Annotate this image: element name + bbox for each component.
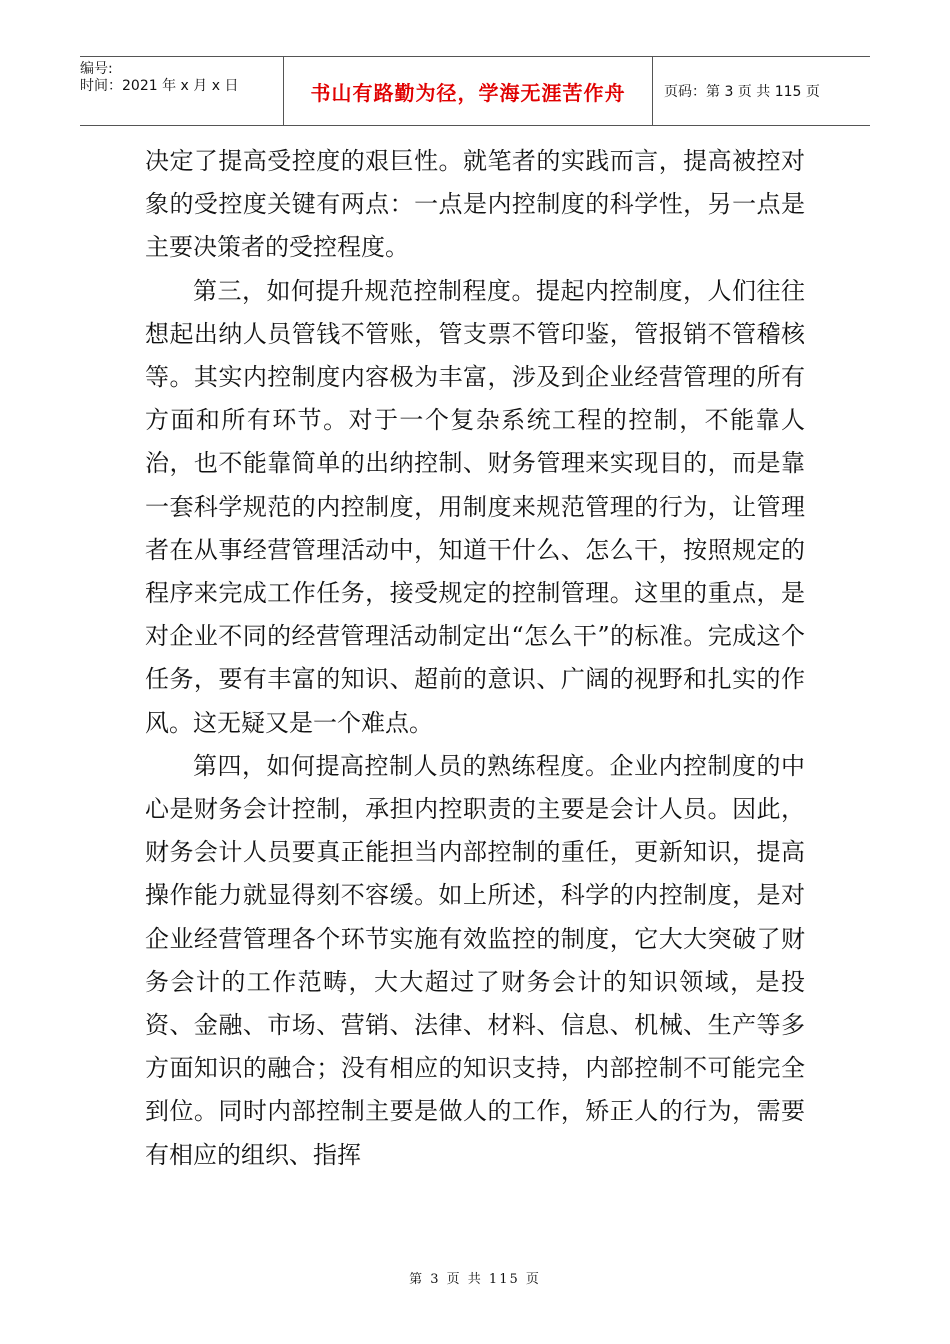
paragraph: 第四，如何提高控制人员的熟练程度。企业内控制度的中心是财务会计控制，承担内控职责的主要是会计人员。因此，财务会计人员要真正能担当内部控制的重任，更新知识，提高操作能力就显得刻不容缓。如上所述，科学的内控制度，是对企业经营管理各个环节实施有效监控的制度，它大大突破了财务会计的工作范畴，大大超过了财务会计的知识领域，是投资、金融、市场、营销、法律、材料、信息、机械、生产等多方面知识的融合；没有相应的知识支持，内部控制不可能完全到位。同时内部控制主要是做人的工作，矫正人的行为，需要有相应的组织、指挥 <box>145 751 805 1169</box>
header-motto: 书山有路勤为径，学海无涯苦作舟 <box>283 57 653 125</box>
document-body <box>145 140 805 1177</box>
page-footer: 第 3 页 共 115 页 <box>409 1272 541 1287</box>
document-time-label: 时间：2021 年 x 月 x 日 <box>80 78 239 94</box>
paragraph: 第三，如何提升规范控制程度。提起内控制度，人们往往想起出纳人员管钱不管账，管支票不管印鉴，管报销不管稽核等。其实内控制度内容极为丰富，涉及到企业经营管理的所有方面和所有环节。对于一个复杂系统工程的控制，不能靠人治，也不能靠简单的出纳控制、财务管理来实现目的，而是靠一套科学规范的内控制度，用制度来规范管理的行为，让管理者在从事经营管理活动中，知道干什么、怎么干，按照规定的程序来完成工作任务，接受规定的控制管理。这里的重点，是对企业不同的经营管理活动制定出“怎么干”的标准。完成这个任务，要有丰富的知识、超前的意识、广阔的视野和扎实的作风。这无疑又是一个难点。 <box>145 276 805 737</box>
header-meta <box>80 57 280 129</box>
paragraph: 决定了提高受控度的艰巨性。就笔者的实践而言，提高被控对象的受控度关键有两点：一点是内控制度的科学性，另一点是主要决策者的受控程度。 <box>145 147 805 262</box>
document-number-label: 编号: <box>80 61 113 77</box>
header-page-info: 页码：第 3 页 共 115 页 <box>664 84 820 100</box>
page-header <box>80 56 870 126</box>
